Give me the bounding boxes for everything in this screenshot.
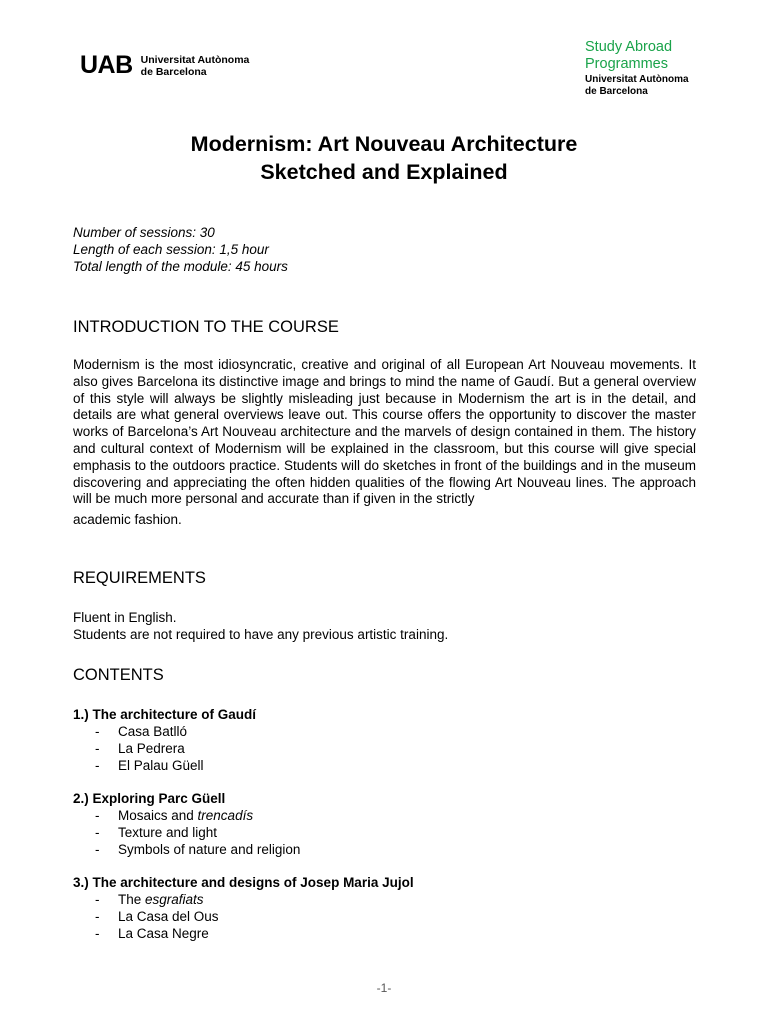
- list-item: - Mosaics and trencadís: [95, 808, 254, 823]
- document-title: Modernism: Art Nouveau Architecture Sketched and Explained: [190, 132, 578, 184]
- section-list: [73, 723, 256, 774]
- study-abroad-logo: [585, 39, 689, 98]
- contents-section-3: [73, 874, 414, 942]
- sessions-count: Number of sessions: 30: [73, 225, 215, 240]
- uab-logo-mark: UAB: [80, 51, 133, 79]
- list-item: - Symbols of nature and religion: [95, 842, 301, 857]
- intro-paragraph: Modernism is the most idiosyncratic, creative and original of all European Art Nouveau movements. It also gives Barcelona its distinctive image and brings to mind the name of Gaudí. But a general overview of this style will always be slightly misleading just because in Modernism the art is in the detail, and details are what general overviews leave out. This course offers the opportunity to discover the master works of Barcelona’s Art Nouveau architecture and the marvels of design contained in them. The history and cultural context of Modernism will be explained in the classroom, but this course will give special emphasis to the outdoors practice. Students will do sketches in front of the buildings and in the museum discovering and appreciating the often hidden qualities of the flowing Art Nouveau lines. The approach will be much more personal and accurate than if given in the strictly academic fashion.: [73, 357, 696, 528]
- requirements-heading: REQUIREMENTS: [73, 569, 206, 587]
- course-meta: [73, 224, 288, 275]
- section-title: 3.) The architecture and designs of Josep Maria Jujol: [73, 875, 414, 890]
- section-title: 1.) The architecture of Gaudí: [73, 707, 257, 722]
- page-number: -1-: [376, 981, 392, 995]
- contents-section-1: [73, 706, 256, 774]
- section-title: 2.) Exploring Parc Güell: [73, 791, 226, 806]
- list-item: - El Palau Güell: [95, 758, 204, 773]
- section-list: [73, 891, 414, 942]
- list-item: - Texture and light: [95, 825, 218, 840]
- study-abroad-title: Study Abroad Programmes: [585, 39, 673, 72]
- intro-heading: INTRODUCTION TO THE COURSE: [73, 318, 339, 336]
- list-item: - Casa Batlló: [95, 724, 188, 739]
- session-length: Length of each session: 1,5 hour: [73, 242, 269, 257]
- uab-logo: [80, 53, 249, 78]
- module-length: Total length of the module: 45 hours: [73, 259, 288, 274]
- section-list: [73, 807, 300, 858]
- uab-logo-name: Universitat Autònoma de Barcelona: [140, 53, 250, 78]
- list-item: - The esgrafiats: [95, 892, 204, 907]
- list-item: - La Casa del Ous: [95, 909, 219, 924]
- list-item: - La Pedrera: [95, 741, 185, 756]
- study-abroad-subtitle: Universitat Autònoma de Barcelona: [585, 74, 689, 97]
- list-item: - La Casa Negre: [95, 926, 209, 941]
- contents-section-2: [73, 790, 300, 858]
- contents-heading: CONTENTS: [73, 666, 164, 684]
- requirements-text: Fluent in English. Students are not required to have any previous artistic training.: [73, 610, 449, 642]
